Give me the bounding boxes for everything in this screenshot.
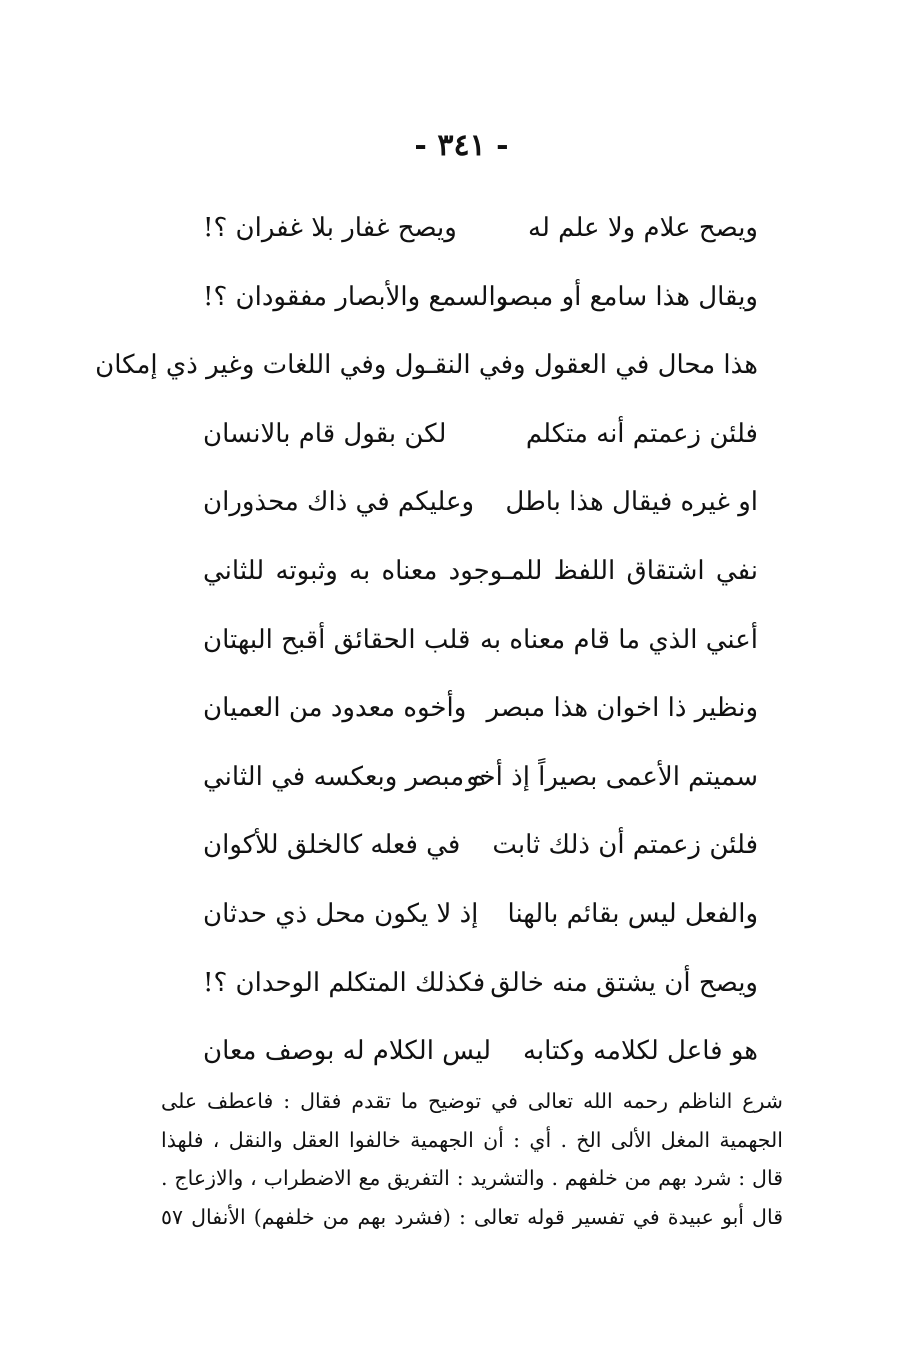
- verse-second-hemistich: قلب الحقائق أقبح البهتان: [203, 624, 471, 655]
- verse-second-hemistich: فكذلك المتكلم الوحدان ؟!: [203, 967, 486, 998]
- poem-verses: [95, 198, 758, 1090]
- verse-second-hemistich: إذ لا يكون محل ذي حدثان: [203, 898, 479, 929]
- verse: [203, 541, 758, 610]
- verse-first-hemistich: فلئن زعمتم أن ذلك ثابت: [492, 830, 758, 861]
- verse-first-hemistich: هو فاعل لكلامه وكتابه: [522, 1036, 758, 1067]
- verse-second-hemistich: ه مبصر وبعكسه في الثاني: [203, 761, 487, 792]
- verse: [203, 747, 758, 816]
- verse-full-line: نفي اشتقاق اللفظ للمـوجود معناه به وثبوته للثاني: [203, 555, 758, 586]
- verse-first-hemistich: ونظير ذا اخوان هذا مبصر: [486, 693, 758, 724]
- commentary-line: شرع الناظم رحمه الله تعالى في توضيح ما تقدم فقال : فاعطف على: [161, 1089, 783, 1113]
- verse-first-hemistich: ويقال هذا سامع أو مبصر: [494, 281, 758, 312]
- verse: [203, 472, 758, 541]
- verse-first-hemistich: او غيره فيقال هذا باطل: [505, 487, 758, 518]
- verse: [203, 610, 758, 679]
- verse-second-hemistich: في فعله كالخلق للأكوان: [203, 830, 461, 861]
- commentary-line: قال أبو عبيدة في تفسير قوله تعالى : (فشرد بهم من خلفهم) الأنفال ٥٧: [161, 1204, 783, 1229]
- verse: [203, 815, 758, 884]
- verse-second-hemistich: وعليكم في ذاك محذوران: [203, 487, 475, 518]
- verse: [203, 1021, 758, 1090]
- commentary-line: الجهمية المغل الألى الخ . أي : أن الجهمية خالفوا العقل والنقل ، فلهذا: [161, 1127, 783, 1152]
- verse: [95, 335, 758, 404]
- verse: [203, 198, 758, 267]
- verse: [203, 953, 758, 1022]
- verse-second-hemistich: والسمع والأبصار مفقودان ؟!: [203, 281, 509, 312]
- verse-first-hemistich: أعني الذي ما قام معناه به: [479, 624, 758, 655]
- commentary-line: قال : شرد بهم من خلفهم . والتشريد : التفريق مع الاضطراب ، والازعاج .: [161, 1166, 783, 1190]
- verse: [203, 884, 758, 953]
- verse: [203, 404, 758, 473]
- page-number: - ٣٤١ -: [414, 128, 509, 163]
- verse-first-hemistich: فلئن زعمتم أنه متكلم: [525, 418, 758, 449]
- verse-first-hemistich: والفعل ليس بقائم بالهنا: [507, 898, 758, 929]
- verse-second-hemistich: لكن بقول قام بالانسان: [203, 418, 447, 449]
- verse-first-hemistich: سميتم الأعمى بصيراً إذ أخو: [466, 761, 758, 792]
- verse-second-hemistich: ويصح غفار بلا غفران ؟!: [203, 213, 457, 243]
- verse-second-hemistich: وأخوه معدود من العميان: [203, 693, 467, 724]
- verse-full-line: هذا محال في العقول وفي النقـول وفي اللغات وغير ذي إمكان: [95, 350, 758, 381]
- commentary-paragraph: [161, 1082, 783, 1236]
- verse: [203, 678, 758, 747]
- verse-first-hemistich: ويصح علام ولا علم له: [528, 213, 758, 243]
- verse-first-hemistich: ويصح أن يشتق منه خالق: [490, 967, 758, 998]
- verse: [203, 267, 758, 336]
- verse-second-hemistich: ليس الكلام له بوصف معان: [203, 1036, 492, 1067]
